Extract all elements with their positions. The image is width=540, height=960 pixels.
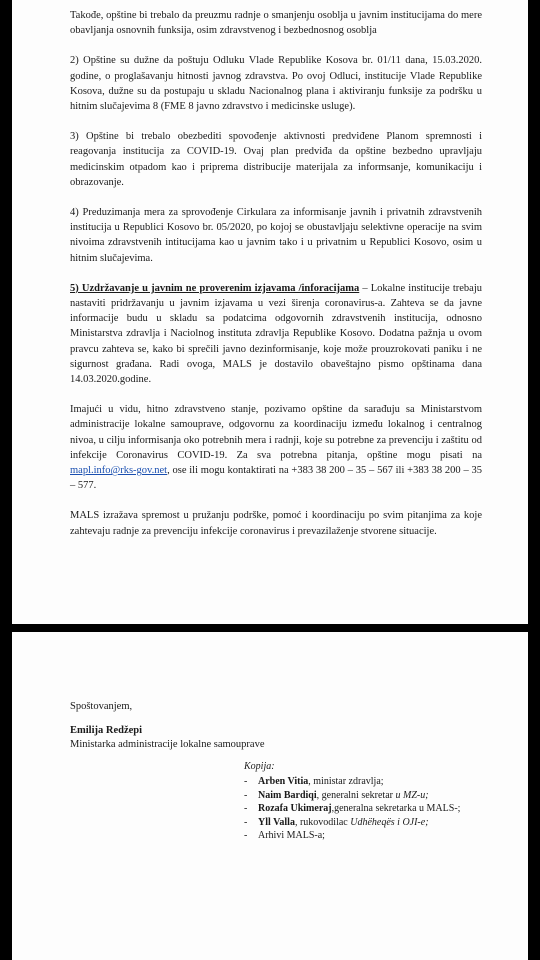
kopija-name: Naim Bardiqi [258, 789, 317, 801]
kopija-role-italic: u MZ-u; [395, 789, 429, 801]
contact-paragraph [70, 402, 482, 493]
kopija-name: Arben Vitia [258, 776, 309, 787]
signatory-name: Emilija Redžepi [70, 725, 143, 736]
kopija-item [258, 802, 460, 816]
contact-text: Imajući u vidu, hitno zdravstveno stanje, pozivamo opštine da sarađuju sa Ministarstvom administracije lokalne samouprave, odgovornu za koordinaciju između lokalnog i centralnog nivoa, u cilju informisanja oko potrebnih mera i radnji, koje su potrebne za prevenciju i zaštitu od infekcije Coronavirus COVID-19. Za sva potrebna pitanja, opštine mogu pisati na [70, 404, 482, 461]
document-page-1 [12, 0, 528, 624]
point-5-paragraph [70, 281, 482, 387]
point-2-paragraph: 2) Opštine su dužne da poštuju Odluku Vlade Republike Kosova br. 01/11 dana, 15.03.2020. godine, o proglašavanju hitnosti javnog zdravstva. Po ovoj Odluci, institucije Vlade Republike Kosova, dužne su da postupaju u skladu Nacionalnog plana i aktiviranju funksije za podršku u hitnim slučajevima 8 (FME 8 javno zdravstvo i medicinske usluge). [70, 55, 482, 113]
kopija-role: , generalni sekretar [316, 789, 396, 801]
contact-phones: , ose ili mogu kontaktirati na +383 38 200 – 35 – 567 ili +383 38 200 – 35 – 577. [70, 465, 482, 492]
kopija-item [258, 789, 460, 803]
greeting: Spoštovanjem, [70, 701, 133, 712]
kopija-list [244, 775, 460, 843]
kopija-name: Rozafa Ukimeraj [258, 803, 332, 814]
kopija-label: Kopija: [244, 761, 275, 772]
point-5-body: – Lokalne institucije trebaju nastaviti pridržavanju u javnim izjavama u vezi širenja coronavirus-a. Zahteva se da javne informacije budu u skladu sa podatcima odgovornih zdravstvenih institucija, odnosno Ministarstva zdravlja i Naciolnog instituta zdravlja Republike Kosovo. Dodatna pažnja u ovom pravcu zahteva se, kako bi sprečili javno dezinformisanje, koje može prouzrokovati paniku i ne sigurnost građana. Radi ovoga, MALS je dostavilo obaveštajno pismo opštinama dana 14.03.2020.godine. [70, 282, 482, 386]
kopija-role: Arhivi MALS-a; [258, 830, 325, 841]
kopija-name: Yll Valla [258, 816, 295, 828]
intro-paragraph: Takođe, opštine bi trebalo da preuzmu radnje o smanjenju osoblja u javnim institucijama do mere obavljanja osnovnih funksija, osim zdravstvenog i bezbednosnog osoblja [70, 10, 482, 37]
point-4-paragraph: 4) Preduzimanja mera za sprovođenje Cirkulara za informisanje javnih i privatnih zdravstvenih institucija u Republici Kosovo br. 05/2020, po kojoj se obustavljaju selektivne operacije na svim nivoima zdravstvenih intitucijama kao u javnim tako i u privatnim u Republici Kosovo, osim u hitnim slučajevima. [70, 207, 482, 264]
kopija-item [258, 775, 460, 789]
kopija-role: ,generalna sekretarka u MALS-; [331, 803, 461, 814]
point-3-paragraph: 3) Opštine bi trebalo obezbediti spovođenje aktivnosti predviđene Planom spremnosti i reagovanja institucija za COVID-19. Ovaj plan predviđa da opštine bezbedno upravljaju medicinskim otpadom kao i priprema distribucije materijala za informsanje, komunikaciju i obrazovanje. [70, 131, 482, 188]
kopija-role: , ministar zdravlja; [308, 776, 384, 787]
kopija-role-italic: Udhëheqës i OJI-e; [350, 816, 429, 828]
document-page-2 [12, 632, 528, 960]
kopija-role: , rukovodilac [294, 816, 351, 828]
kopija-item [258, 816, 460, 830]
email-link[interactable]: mapl.info@rks-gov.net [70, 465, 168, 477]
support-paragraph: MALS izražava spremost u pružanju podrške, pomoć i koordinaciju po svim pitanjima za koje zahtevaju radnje za prevenciju infekcije coronavirus i prevazilaženje stvorene situacije. [70, 510, 482, 537]
signatory-title: Ministarka administracije lokalne samouprave [70, 739, 265, 750]
point-5-heading: 5) Uzdržavanje u javnim ne proverenim izjavama /inforacijama [70, 282, 360, 294]
kopija-item [258, 829, 460, 843]
